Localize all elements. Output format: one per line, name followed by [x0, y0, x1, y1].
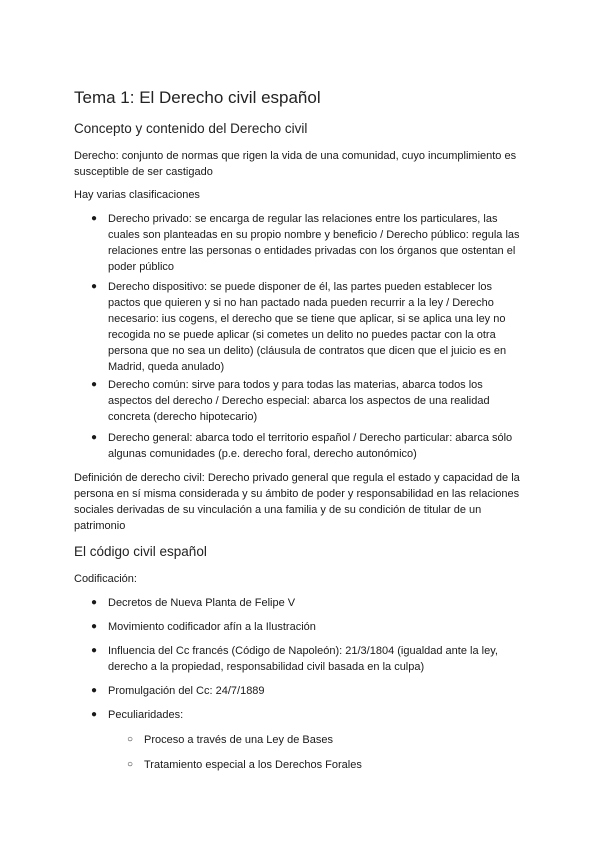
sublist-item	[127, 732, 526, 748]
list-item-text: Influencia del Cc francés (Código de Napoleón): 21/3/1804 (igualdad ante la ley, derecho a la propiedad, responsabilidad civil basada en la culpa)	[108, 645, 498, 673]
list-item-text: Peculiaridades:	[108, 709, 184, 721]
bullet-icon: ●	[91, 432, 98, 443]
bullet-icon: ●	[91, 709, 98, 720]
list-item	[91, 643, 526, 675]
list-item	[91, 707, 526, 723]
bullet-icon: ●	[91, 685, 98, 696]
list-item-text: Derecho privado: se encarga de regular las relaciones entre los particulares, las cuales son planteadas en su propio nombre y beneficio / Derecho público: regula las relaciones entre las personas o entidades privadas con los órganos que ostentan el poder público	[108, 213, 520, 273]
derecho-definition: Derecho: conjunto de normas que rigen la vida de una comunidad, cuyo incumplimiento es susceptible de ser castigado	[74, 150, 517, 178]
bullet-icon: ●	[91, 645, 98, 656]
list-item	[91, 683, 526, 699]
document-title: Tema 1: El Derecho civil español	[74, 88, 321, 107]
list-item	[91, 377, 526, 425]
list-item	[91, 211, 526, 275]
codificacion-intro: Codificación:	[74, 573, 137, 585]
bullet-icon: ●	[91, 281, 98, 292]
classifications-intro: Hay varias clasificaciones	[74, 189, 200, 201]
list-item	[91, 619, 526, 635]
bullet-icon: ●	[91, 597, 98, 608]
section-heading-concepto: Concepto y contenido del Derecho civil	[74, 121, 308, 136]
list-item-text: Movimiento codificador afín a la Ilustración	[108, 621, 316, 633]
list-item-text: Promulgación del Cc: 24/7/1889	[108, 685, 265, 697]
list-item-text: Derecho común: sirve para todos y para todas las materias, abarca todos los aspectos del derecho / Derecho especial: abarca los aspectos de una realidad concreta (derecho hipotecario)	[108, 379, 490, 423]
list-item-text: Decretos de Nueva Planta de Felipe V	[108, 597, 296, 609]
hollow-bullet-icon: ○	[127, 734, 134, 745]
bullet-icon: ●	[91, 621, 98, 632]
list-item-text: Derecho general: abarca todo el territorio español / Derecho particular: abarca sólo algunas comunidades (p.e. derecho foral, derecho autonómico)	[108, 432, 513, 460]
sublist-item-text: Tratamiento especial a los Derechos Forales	[144, 759, 362, 771]
sublist-item-text: Proceso a través de una Ley de Bases	[144, 734, 333, 746]
sublist-item	[127, 757, 526, 773]
section-heading-codigo: El código civil español	[74, 544, 207, 559]
bullet-icon: ●	[91, 379, 98, 390]
hollow-bullet-icon: ○	[127, 759, 134, 770]
civil-law-definition: Definición de derecho civil: Derecho privado general que regula el estado y capacidad de la persona en sí misma considerada y su ámbito de poder y responsabilidad en las relaciones sociales derivadas de su vinculación a una familia y de su condición de titular de un patrimonio	[74, 472, 520, 532]
list-item	[91, 430, 526, 462]
bullet-icon: ●	[91, 213, 98, 224]
list-item-text: Derecho dispositivo: se puede disponer de él, las partes pueden establecer los pactos que quieren y si no han pactado nada pueden recurrir a la ley / Derecho necesario: ius cogens, el derecho que se tiene que aplicar, si se aplica una ley no recogida no se puede aplicar (si cometes un delito no puedes pactar con la otra persona que no sea un delito) (cláusula de contratos que dicen que el juicio es en Madrid, queda anulado)	[108, 281, 507, 373]
list-item	[91, 279, 526, 375]
list-item	[91, 595, 526, 611]
